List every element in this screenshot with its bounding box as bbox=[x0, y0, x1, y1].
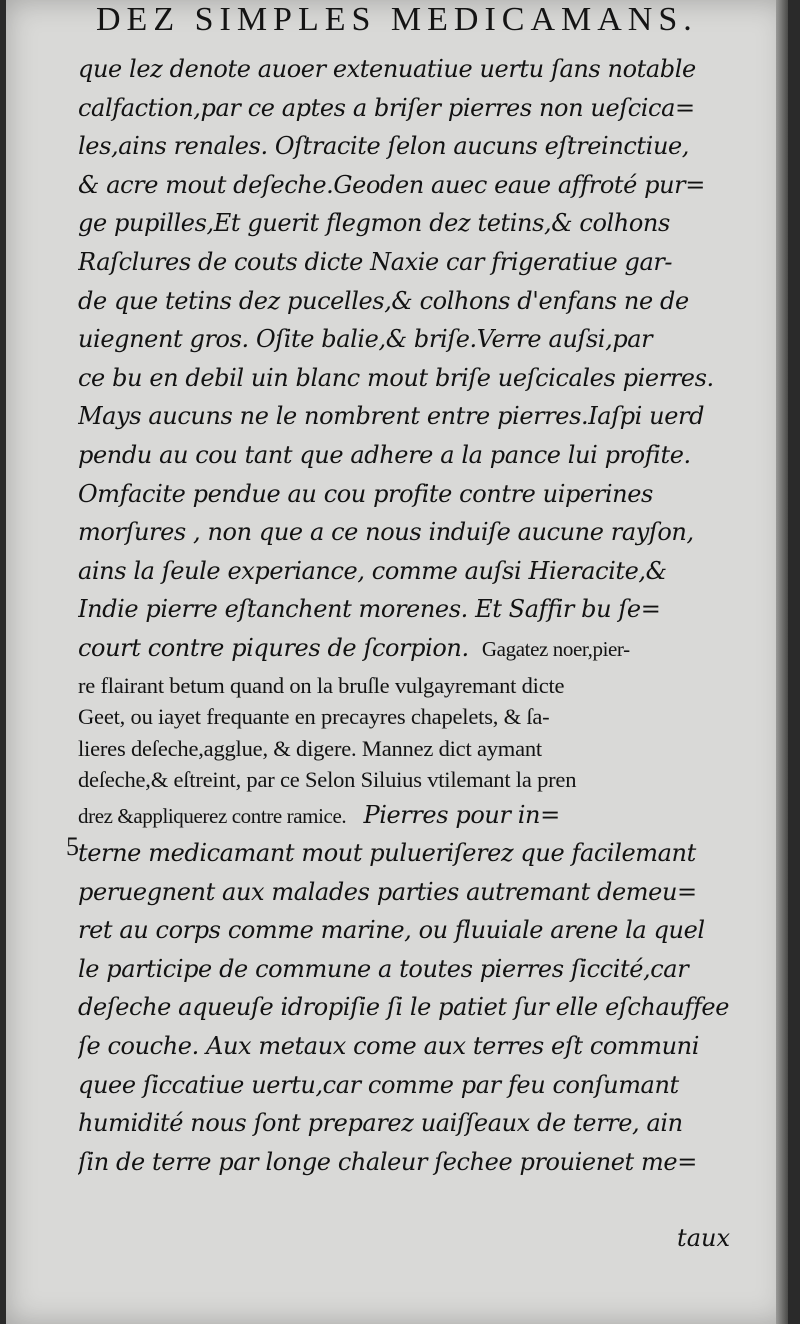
text-line: de que tetins dez pucelles,& colhons d'enfans ne de bbox=[78, 286, 689, 315]
text-line: ſe couche. Aux metaux come aux terres eſt communi bbox=[78, 1032, 700, 1061]
italic-segment: court contre piqures de ſcorpion. bbox=[78, 633, 469, 662]
text-line: Mays aucuns ne le nombrent entre pierres.Iaſpi uerd bbox=[78, 402, 705, 431]
text-line: deſeche aqueuſe idropiſie ſi le patiet ſur elle eſchauffee bbox=[78, 993, 729, 1022]
text-line: ge pupilles,Et guerit flegmon dez tetins,& colhons bbox=[78, 209, 670, 238]
text-line: uiegnent gros. Oſite balie,& briſe.Verre auſsi,par bbox=[78, 325, 653, 354]
italic-segment: Pierres pour in= bbox=[363, 800, 560, 829]
text-line: ſin de terre par longe chaleur ſechee prouienet me= bbox=[78, 1147, 697, 1176]
page-edge-shadow bbox=[776, 0, 788, 1324]
text-line: humidité nous ſont preparez uaiſſeaux de terre, ain bbox=[78, 1109, 683, 1138]
roman-line: deſeche,& eſtreint, par ce Selon Siluius vtilemant la pren bbox=[78, 767, 577, 792]
text-line: les,ains renales. Oſtracite ſelon aucuns eſtreinctiue, bbox=[78, 132, 690, 161]
running-head: DEZ SIMPLES MEDICAMANS. bbox=[96, 1, 698, 38]
roman-line: lieres deſeche,agglue, & digere. Mannez dict aymant bbox=[78, 735, 542, 761]
text-line: ains la ſeule experiance, comme auſsi Hieracite,& bbox=[78, 556, 667, 585]
text-line-mixed bbox=[78, 629, 748, 668]
text-line: morſures , non que a ce nous induiſe aucune rayſon, bbox=[78, 518, 694, 547]
roman-segment: Gagatez noer,pier- bbox=[481, 636, 630, 661]
catchword: taux bbox=[677, 1224, 730, 1252]
margin-mark: 5 bbox=[66, 832, 79, 861]
page-body bbox=[78, 50, 748, 1181]
text-line: peruegnent aux malades parties autremant demeu= bbox=[78, 877, 697, 906]
text-line: quee ſiccatiue uertu,car comme par feu conſumant bbox=[78, 1070, 679, 1099]
text-line: Raſclures de couts dicte Naxie car frigeratiue gar- bbox=[78, 247, 673, 276]
text-line: pendu au cou tant que adhere a la pance lui profite. bbox=[78, 440, 691, 469]
text-line: & acre mout deſeche.Geoden auec eaue affroté pur= bbox=[78, 170, 705, 199]
text-line: Indie pierre eſtanchent morenes. Et Saffir bu ſe= bbox=[78, 595, 661, 624]
roman-segment: drez &appliquerez contre ramice. bbox=[78, 803, 347, 828]
book-page bbox=[6, 0, 788, 1324]
text-line: terne medicamant mout pulueriſerez que facilemant bbox=[78, 839, 696, 868]
roman-line: re flairant betum quand on la bruſle vulgayremant dicte bbox=[78, 672, 565, 698]
text-line: que lez denote auoer extenuatiue uertu ſans notable bbox=[78, 55, 696, 83]
text-line: le participe de commune a toutes pierres ſiccité,car bbox=[78, 954, 689, 983]
text-line: Omfacite pendue au cou profite contre uiperines bbox=[78, 479, 653, 508]
text-line: ret au corps comme marine, ou fluuiale arene la quel bbox=[78, 916, 705, 945]
text-line-mixed bbox=[78, 796, 748, 835]
text-line: ce bu en debil uin blanc mout briſe ueſcicales pierres. bbox=[78, 363, 714, 392]
text-line: calfaction,par ce aptes a briſer pierres non ueſcica= bbox=[78, 93, 695, 122]
roman-line: Geet, ou iayet frequante en precayres chapelets, & ſa- bbox=[78, 704, 550, 729]
